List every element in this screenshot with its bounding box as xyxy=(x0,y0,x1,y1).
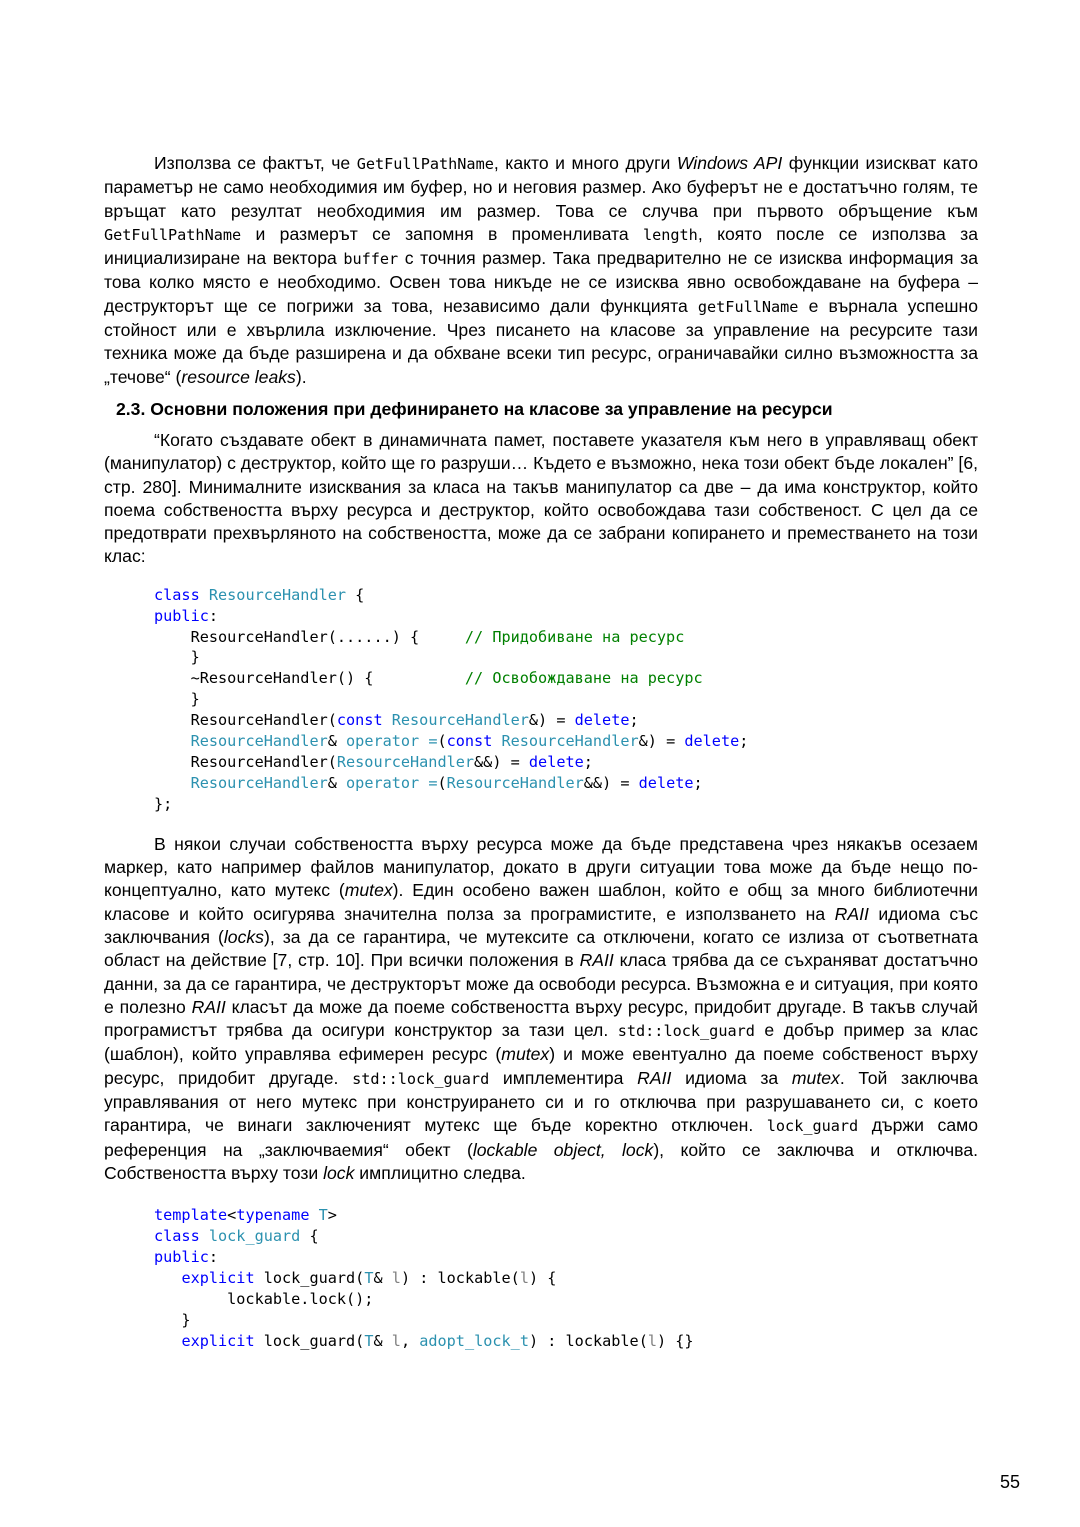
section-heading: 2.3. Основни положения при дефинирането на класове за управление на ресурси xyxy=(116,398,833,419)
document-page xyxy=(104,152,978,1370)
paragraph-quote: “Когато създавате обект в динамичната памет, поставете указателя към него в управляващ обект (манипулатор) с деструктор, който ще го разруши… Където е възможно, нека този обект бъде локален” [6, стр. 280]. Минималните изисквания за класа на такъв манипулатор са две – да има конструктор, който поема собствеността върху ресурса и деструктор, който освобождава тази собственост. С цел да се предотврати прехвърляното на собствеността, може да се забрани копирането и преместването на този клас: xyxy=(104,429,978,567)
code-block-lock-guard: template<typename T> class lock_guard { public: explicit lock_guard(T& l) : lockable(l) { lockable.lock(); } explicit lock_guard(T& l, adopt_lock_t) : lockable(l) {} xyxy=(154,1206,694,1350)
paragraph-getfullpathname: Използва се фактът, че GetFullPathName, както и много други Windows API функции изискват като параметър не само необходимия им буфер, но и неговия размер. Ако буферът не е достатъчно голям, те връщат като резултат необходимия им размер. Това се случва при първото обръщение към GetFullPathName и размерът се запомня в променливата length, която после се използва за инициализиране на вектора buffer с точния размер. Така предварително не се изисква информация за това колко място е необходимо. Освен това никъде не се изисква явно освобождаване на буфера – деструкторът ще се погрижи за това, независимо дали функцията getFullName е върнала успешно стойност или е хвърлила изключение. Чрез писането на класове за управление на ресурсите тази техника може да бъде разширена и да обхване всеки тип ресурс, ограничавайки силно възможността за „течове“ (resource leaks). xyxy=(104,153,979,387)
paragraph-raii: В някои случаи собствеността върху ресурса може да бъде представена чрез някакъв осезаем маркер, като например файлов манипулатор, докато в други ситуации това може да бъде нещо по-концептуално, като мутекс (mutex). Един особено важен шаблон, който е общ за много библиотечни класове и който осигурява значителна полза за програмистите, е използването на RAII идиома със заключвания (locks), за да се гарантира, че мутексите са отключени, когато се излиза от съответната област на действие [7, стр. 10]. При всички положения в RAII класа трябва да се съхраняват достатъчно данни, за да се гарантира, че деструкторът може да освободи ресурса. Възможна е и ситуация, при която е полезно RAII класът да може да поеме собствеността върху ресурс, придобит другаде. В такъв случай програмистът трябва да осигури конструктор за тази цел. std::lock_guard е добър пример за клас (шаблон), който управлява ефимерен ресурс (mutex) и може евентуално да поеме собственост върху ресурс, придобит другаде. std::lock_guard имплементира RAII идиома за mutex. Той заключва управлявания от него мутекс при конструирането си и го отключва при разрушаването си, с което гарантира, че винаги заключеният мутекс ще бъде коректно отключен. lock_guard държи само референция на „заключваемия“ обект (lockable object, lock), който се заключва и отключва. Собствеността върху този lock имплицитно следва. xyxy=(104,833,979,1183)
code-block-resource-handler: class ResourceHandler { public: ResourceHandler(......) { // Придобиване на ресурс } ~ResourceHandler() { // Освобождаване на ресурс } ResourceHandler(const ResourceHandler&) = delete; ResourceHandler& operator =(const ResourceHandler&) = delete; ResourceHandler(ResourceHandler&&) = delete; ResourceHandler& operator =(ResourceHandler&&) = delete; }; xyxy=(154,585,749,813)
page-number: 55 xyxy=(1000,1472,1021,1492)
